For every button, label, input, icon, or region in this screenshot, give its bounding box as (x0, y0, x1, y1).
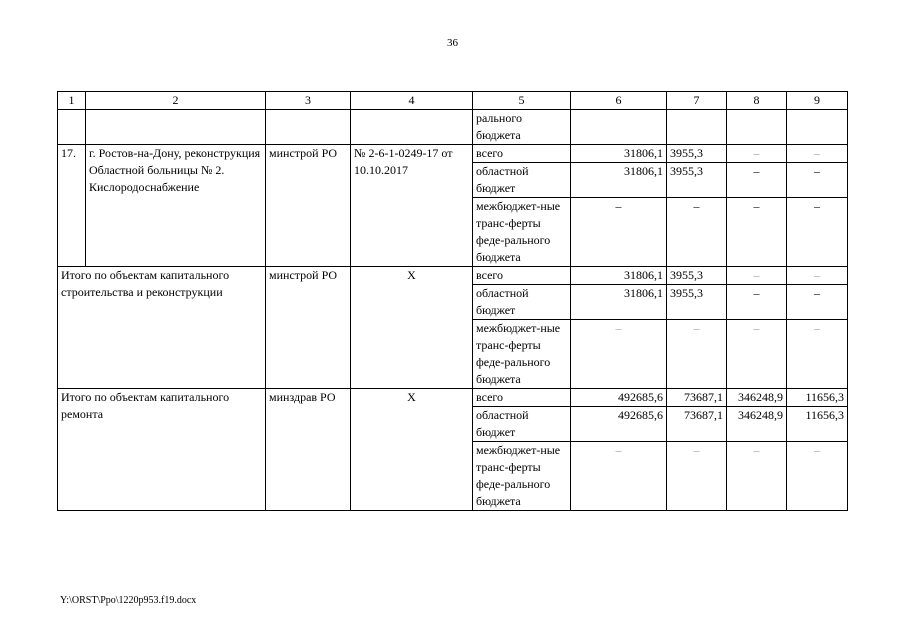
value-cell: – (787, 285, 848, 320)
value-cell: 31806,1 (571, 145, 667, 163)
value-cell: – (727, 145, 787, 163)
ministry: минстрой РО (266, 267, 351, 389)
value-cell: – (727, 267, 787, 285)
table-cell (266, 110, 351, 145)
ministry: минстрой РО (266, 145, 351, 267)
budget-table (57, 91, 848, 511)
table-cell (667, 110, 727, 145)
table-row (58, 267, 848, 285)
value-cell: – (787, 198, 848, 267)
object-name: г. Ростов-на-Дону, реконструкция Областной больницы № 2. Кислородоснабжение (86, 145, 266, 267)
file-path-footer: Y:\ORST\Ppo\1220p953.f19.docx (60, 595, 197, 606)
value-cell: – (571, 442, 667, 511)
finance-type-cell: областной бюджет (473, 163, 571, 198)
value-cell: – (571, 198, 667, 267)
value-cell: 346248,9 (727, 389, 787, 407)
value-cell: 492685,6 (571, 389, 667, 407)
document-ref: X (351, 267, 473, 389)
value-cell: – (787, 267, 848, 285)
header-cell: 1 (58, 92, 86, 110)
value-cell: 11656,3 (787, 389, 848, 407)
header-cell: 4 (351, 92, 473, 110)
table-cell (58, 110, 86, 145)
finance-type-cell: областной бюджет (473, 285, 571, 320)
value-cell: 11656,3 (787, 407, 848, 442)
value-cell: – (571, 320, 667, 389)
continuation-row (58, 110, 848, 145)
value-cell: 3955,3 (667, 267, 727, 285)
value-cell: – (727, 285, 787, 320)
total-name: Итого по объектам капитального строительства и реконструкции (58, 267, 266, 389)
finance-type-cell: всего (473, 145, 571, 163)
finance-type-cell: межбюджет-ные транс-ферты феде-рального бюджета (473, 320, 571, 389)
value-cell: 73687,1 (667, 407, 727, 442)
header-cell: 3 (266, 92, 351, 110)
header-cell: 5 (473, 92, 571, 110)
value-cell: – (727, 198, 787, 267)
page-number: 36 (447, 37, 458, 49)
finance-type-cell: рального бюджета (473, 110, 571, 145)
header-cell: 9 (787, 92, 848, 110)
header-row (58, 92, 848, 110)
table-cell (727, 110, 787, 145)
finance-type-cell: всего (473, 267, 571, 285)
finance-type-cell: всего (473, 389, 571, 407)
total-name: Итого по объектам капитального ремонта (58, 389, 266, 511)
value-cell: – (667, 320, 727, 389)
value-cell: – (787, 320, 848, 389)
value-cell: – (727, 320, 787, 389)
finance-type-cell: межбюджет-ные транс-ферты феде-рального бюджета (473, 198, 571, 267)
value-cell: – (787, 163, 848, 198)
table-cell (787, 110, 848, 145)
value-cell: – (667, 442, 727, 511)
value-cell: 346248,9 (727, 407, 787, 442)
value-cell: 3955,3 (667, 163, 727, 198)
value-cell: 492685,6 (571, 407, 667, 442)
table-row (58, 145, 848, 163)
value-cell: – (787, 442, 848, 511)
table-cell (351, 110, 473, 145)
table-cell (571, 110, 667, 145)
value-cell: – (727, 442, 787, 511)
value-cell: 73687,1 (667, 389, 727, 407)
header-cell: 8 (727, 92, 787, 110)
value-cell: – (787, 145, 848, 163)
value-cell: 3955,3 (667, 145, 727, 163)
ministry: минздрав РО (266, 389, 351, 511)
document-ref: X (351, 389, 473, 511)
header-cell: 6 (571, 92, 667, 110)
header-cell: 2 (86, 92, 266, 110)
row-number: 17. (58, 145, 86, 267)
finance-type-cell: межбюджет-ные транс-ферты феде-рального бюджета (473, 442, 571, 511)
value-cell: 3955,3 (667, 285, 727, 320)
table-row (58, 389, 848, 407)
value-cell: 31806,1 (571, 163, 667, 198)
document-ref: № 2-6-1-0249-17 от 10.10.2017 (351, 145, 473, 267)
value-cell: – (727, 163, 787, 198)
value-cell: 31806,1 (571, 267, 667, 285)
value-cell: 31806,1 (571, 285, 667, 320)
value-cell: – (667, 198, 727, 267)
header-cell: 7 (667, 92, 727, 110)
finance-type-cell: областной бюджет (473, 407, 571, 442)
table-cell (86, 110, 266, 145)
